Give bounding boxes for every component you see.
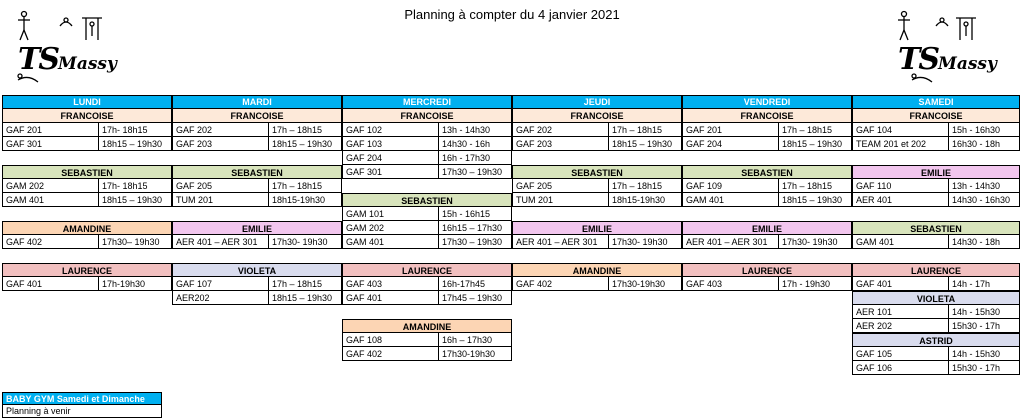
class-group: GAF 204	[683, 137, 779, 150]
class-row	[172, 179, 342, 193]
class-row	[172, 235, 342, 249]
class-time: 17h30- 19h30	[782, 237, 838, 247]
class-row	[2, 123, 172, 137]
coach-name: EMILIE	[751, 224, 782, 234]
class-row	[852, 235, 1020, 249]
class-time: 16h15 – 17h30	[442, 223, 503, 233]
class-time: 18h15 – 19h30	[612, 139, 673, 149]
class-time: 16h – 17h30	[442, 335, 493, 345]
coach-name: AMANDINE	[62, 224, 112, 234]
spacer	[512, 207, 682, 221]
spacer	[172, 151, 342, 165]
club-logo-right	[892, 8, 997, 90]
class-time: 17h45 – 19h30	[442, 293, 503, 303]
coach-name: AMANDINE	[572, 266, 622, 276]
class-row	[512, 277, 682, 291]
class-row	[512, 179, 682, 193]
coach-name: LAURENCE	[401, 266, 452, 276]
class-group: GAM 401	[853, 235, 949, 248]
class-group: GAF 403	[683, 277, 779, 290]
logo-massy: Massy	[58, 54, 117, 74]
class-time: 16h-17h45	[442, 279, 486, 289]
coach-header	[172, 165, 342, 179]
class-time: 17h – 18h15	[782, 181, 833, 191]
class-group: GAF 402	[3, 235, 99, 248]
coach-header	[852, 291, 1020, 305]
spacer	[2, 207, 172, 221]
class-row	[172, 291, 342, 305]
class-time: 17h – 18h15	[782, 125, 833, 135]
class-row	[852, 179, 1020, 193]
coach-header	[342, 193, 512, 207]
class-time: 14h - 15h30	[952, 349, 1001, 359]
baby-gym-note: Planning à venir	[2, 405, 162, 418]
class-row	[342, 151, 512, 165]
coach-name: SEBASTIEN	[910, 224, 962, 234]
class-time: 17h – 18h15	[272, 125, 323, 135]
class-row	[2, 137, 172, 151]
coach-header	[682, 263, 852, 277]
baby-gym-title: BABY GYM Samedi et Dimanche	[2, 392, 162, 405]
class-time: 13h - 14h30	[952, 181, 1001, 191]
day-header: MERCREDI	[342, 95, 512, 109]
class-time: 17h – 18h15	[612, 181, 663, 191]
class-row	[852, 123, 1020, 137]
coach-name: FRANCOISE	[60, 111, 114, 121]
coach-header	[852, 109, 1020, 123]
class-time: 17h30 – 19h30	[442, 237, 503, 247]
class-row	[512, 137, 682, 151]
class-row	[682, 235, 852, 249]
day-column-2	[342, 95, 512, 361]
class-row	[512, 235, 682, 249]
spacer	[682, 207, 852, 221]
class-row	[852, 193, 1020, 207]
class-time: 17h30– 19h30	[102, 237, 160, 247]
class-group: GAM 401	[3, 193, 99, 206]
class-time: 17h30- 19h30	[612, 237, 668, 247]
class-group: GAF 109	[683, 179, 779, 192]
class-time: 17h - 19h30	[782, 279, 831, 289]
class-time: 17h30-19h30	[442, 349, 496, 359]
spacer	[2, 249, 172, 263]
class-row	[512, 123, 682, 137]
spacer	[342, 179, 512, 193]
class-time: 14h30 - 16h	[442, 139, 491, 149]
spacer	[852, 207, 1020, 221]
coach-header	[852, 263, 1020, 277]
spacer	[852, 151, 1020, 165]
class-time: 14h - 17h	[952, 279, 991, 289]
class-group: GAF 403	[343, 277, 439, 290]
class-group: GAF 103	[343, 137, 439, 150]
spacer	[342, 249, 512, 263]
class-row	[342, 221, 512, 235]
class-row	[172, 193, 342, 207]
spacer	[512, 151, 682, 165]
coach-header	[172, 109, 342, 123]
class-group: GAM 101	[343, 207, 439, 220]
class-group: GAM 401	[683, 193, 779, 206]
coach-name: EMILIE	[241, 224, 272, 234]
class-time: 15h30 - 17h	[952, 321, 1001, 331]
logo-ts: TS	[18, 42, 58, 77]
class-group: GAF 201	[683, 123, 779, 136]
class-row	[342, 165, 512, 179]
class-row	[342, 207, 512, 221]
class-time: 17h30- 19h30	[272, 237, 328, 247]
coach-name: VIOLETA	[916, 294, 956, 304]
class-time: 17h- 18h15	[102, 181, 148, 191]
class-group: AER 202	[853, 319, 949, 332]
class-group: GAF 202	[173, 123, 269, 136]
class-group: TUM 201	[513, 193, 609, 206]
coach-name: SEBASTIEN	[571, 168, 623, 178]
day-header: MARDI	[172, 95, 342, 109]
class-row	[852, 319, 1020, 333]
class-group: GAM 202	[3, 179, 99, 192]
class-time: 18h15 – 19h30	[272, 293, 333, 303]
coach-name: LAURENCE	[910, 266, 961, 276]
class-group: GAF 102	[343, 123, 439, 136]
class-time: 15h - 16h15	[442, 209, 491, 219]
coach-header	[2, 109, 172, 123]
class-row	[342, 137, 512, 151]
class-group: TUM 201	[173, 193, 269, 206]
class-group: GAF 402	[513, 277, 609, 290]
coach-header	[852, 221, 1020, 235]
class-group: AER 401 – AER 301	[513, 235, 609, 248]
class-group: GAF 108	[343, 333, 439, 346]
class-group: GAF 106	[853, 361, 949, 374]
logo-massy: Massy	[938, 54, 997, 74]
coach-name: FRANCOISE	[909, 111, 963, 121]
coach-name: SEBASTIEN	[401, 196, 453, 206]
coach-name: LAURENCE	[741, 266, 792, 276]
class-time: 18h15 – 19h30	[782, 195, 843, 205]
class-group: AER202	[173, 291, 269, 304]
spacer	[342, 305, 512, 319]
class-time: 15h30 - 17h	[952, 363, 1001, 373]
class-group: GAF 110	[853, 179, 949, 192]
coach-header	[2, 165, 172, 179]
class-group: GAF 203	[173, 137, 269, 150]
coach-name: ASTRID	[919, 336, 953, 346]
class-time: 17h30 – 19h30	[442, 167, 503, 177]
class-time: 14h30 - 16h30	[952, 195, 1011, 205]
coach-header	[512, 221, 682, 235]
class-time: 15h - 16h30	[952, 125, 1001, 135]
class-row	[342, 347, 512, 361]
class-row	[342, 235, 512, 249]
coach-header	[2, 221, 172, 235]
class-group: GAF 105	[853, 347, 949, 360]
class-time: 16h - 17h30	[442, 153, 491, 163]
day-column-4	[682, 95, 852, 291]
class-row	[342, 277, 512, 291]
spacer	[512, 249, 682, 263]
day-column-3	[512, 95, 682, 291]
coach-name: LAURENCE	[61, 266, 112, 276]
class-row	[342, 123, 512, 137]
coach-name: SEBASTIEN	[231, 168, 283, 178]
coach-header	[512, 263, 682, 277]
class-row	[852, 277, 1020, 291]
class-group: AER 101	[853, 305, 949, 318]
spacer	[682, 249, 852, 263]
spacer	[172, 207, 342, 221]
class-group: GAF 203	[513, 137, 609, 150]
class-row	[852, 137, 1020, 151]
coach-header	[682, 221, 852, 235]
class-group: AER 401 – AER 301	[683, 235, 779, 248]
class-row	[852, 361, 1020, 375]
class-row	[2, 179, 172, 193]
club-logo-left	[12, 8, 117, 90]
coach-header	[682, 109, 852, 123]
class-row	[2, 193, 172, 207]
class-row	[2, 235, 172, 249]
class-group: GAF 301	[343, 165, 439, 178]
class-group: GAF 205	[513, 179, 609, 192]
class-time: 18h15-19h30	[612, 195, 666, 205]
day-column-0	[2, 95, 172, 291]
spacer	[172, 249, 342, 263]
class-row	[342, 333, 512, 347]
coach-name: FRANCOISE	[400, 111, 454, 121]
coach-name: VIOLETA	[237, 266, 277, 276]
class-row	[172, 137, 342, 151]
class-group: AER 401	[853, 193, 949, 206]
day-header: LUNDI	[2, 95, 172, 109]
class-group: GAF 401	[853, 277, 949, 290]
class-group: GAF 201	[3, 123, 99, 136]
class-time: 14h30 - 18h	[952, 237, 1001, 247]
coach-name: FRANCOISE	[570, 111, 624, 121]
spacer	[682, 151, 852, 165]
class-group: GAF 202	[513, 123, 609, 136]
class-row	[682, 123, 852, 137]
coach-header	[682, 165, 852, 179]
class-row	[172, 277, 342, 291]
class-group: TEAM 201 et 202	[853, 137, 949, 150]
class-time: 17h- 18h15	[102, 125, 148, 135]
class-time: 17h – 18h15	[272, 279, 323, 289]
coach-header	[172, 263, 342, 277]
class-time: 13h - 14h30	[442, 125, 491, 135]
class-group: GAM 202	[343, 221, 439, 234]
coach-header	[2, 263, 172, 277]
class-row	[682, 193, 852, 207]
class-time: 14h - 15h30	[952, 307, 1001, 317]
class-row	[2, 277, 172, 291]
spacer	[852, 249, 1020, 263]
coach-header	[172, 221, 342, 235]
page-title: Planning à compter du 4 janvier 2021	[404, 7, 620, 22]
baby-gym-box	[2, 392, 162, 418]
coach-name: EMILIE	[581, 224, 612, 234]
coach-name: SEBASTIEN	[741, 168, 793, 178]
coach-name: AMANDINE	[402, 322, 452, 332]
coach-header	[852, 165, 1020, 179]
coach-name: FRANCOISE	[740, 111, 794, 121]
class-time: 17h – 18h15	[272, 181, 323, 191]
class-group: GAF 301	[3, 137, 99, 150]
class-time: 18h15 – 19h30	[102, 139, 163, 149]
class-group: GAF 401	[343, 291, 439, 304]
day-header: SAMEDI	[852, 95, 1020, 109]
class-time: 18h15-19h30	[272, 195, 326, 205]
coach-header	[342, 319, 512, 333]
coach-header	[512, 109, 682, 123]
class-time: 17h – 18h15	[612, 125, 663, 135]
class-row	[852, 305, 1020, 319]
class-time: 17h30-19h30	[612, 279, 666, 289]
day-header: VENDREDI	[682, 95, 852, 109]
class-row	[172, 123, 342, 137]
spacer	[2, 151, 172, 165]
class-group: GAF 402	[343, 347, 439, 360]
class-row	[682, 137, 852, 151]
class-row	[682, 277, 852, 291]
class-row	[512, 193, 682, 207]
logo-ts: TS	[898, 42, 938, 77]
coach-name: EMILIE	[920, 168, 951, 178]
day-column-5	[852, 95, 1020, 375]
class-time: 18h15 – 19h30	[272, 139, 333, 149]
coach-header	[512, 165, 682, 179]
coach-header	[852, 333, 1020, 347]
class-group: GAM 401	[343, 235, 439, 248]
class-group: GAF 401	[3, 277, 99, 290]
class-group: GAF 205	[173, 179, 269, 192]
coach-name: FRANCOISE	[230, 111, 284, 121]
class-time: 17h-19h30	[102, 279, 146, 289]
day-header: JEUDI	[512, 95, 682, 109]
class-time: 18h15 – 19h30	[782, 139, 843, 149]
class-row	[342, 291, 512, 305]
class-row	[682, 179, 852, 193]
class-time: 18h15 – 19h30	[102, 195, 163, 205]
coach-header	[342, 109, 512, 123]
class-group: GAF 204	[343, 151, 439, 164]
coach-header	[342, 263, 512, 277]
class-time: 16h30 - 18h	[952, 139, 1001, 149]
class-row	[852, 347, 1020, 361]
class-group: GAF 107	[173, 277, 269, 290]
class-group: GAF 104	[853, 123, 949, 136]
class-group: AER 401 – AER 301	[173, 235, 269, 248]
coach-name: SEBASTIEN	[61, 168, 113, 178]
day-column-1	[172, 95, 342, 305]
